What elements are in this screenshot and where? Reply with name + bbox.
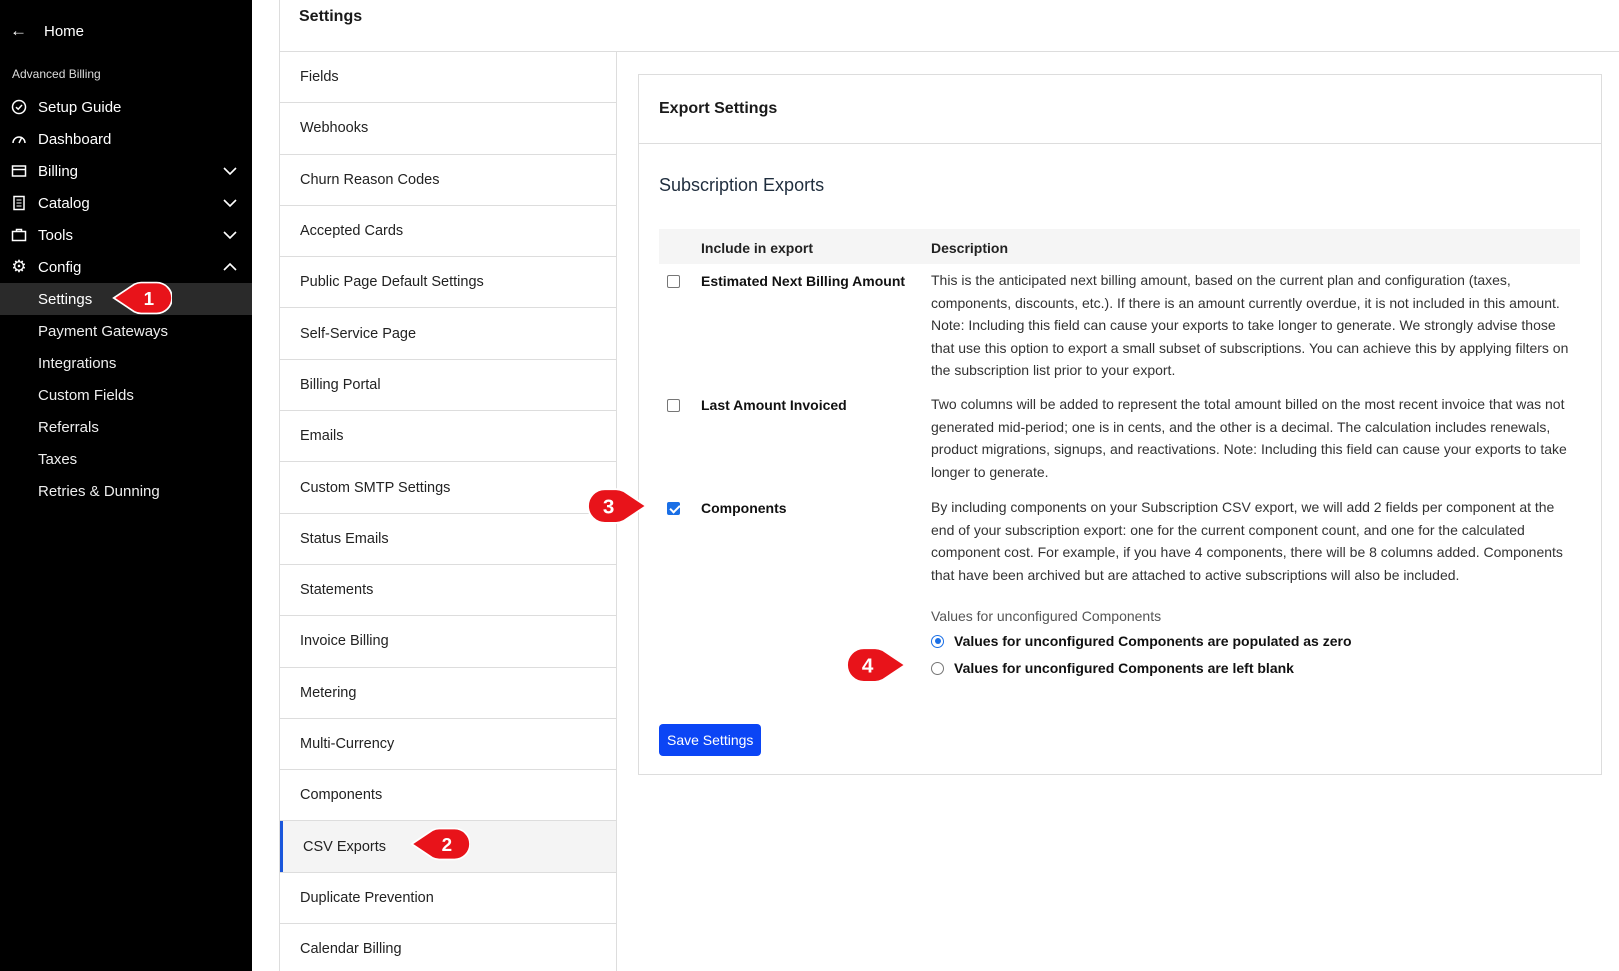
radio-option-zero[interactable] bbox=[931, 633, 1352, 649]
sidebar-item-label: Catalog bbox=[38, 194, 90, 212]
subnav-item-accepted-cards[interactable]: Accepted Cards bbox=[280, 206, 616, 257]
sidebar-item-billing[interactable] bbox=[0, 155, 252, 187]
sidebar-item-custom-fields[interactable]: Custom Fields bbox=[38, 386, 134, 404]
row-name: Last Amount Invoiced bbox=[701, 397, 847, 413]
home-label: Home bbox=[44, 22, 85, 40]
subnav-item-invoice-billing[interactable]: Invoice Billing bbox=[280, 616, 616, 667]
gauge-icon bbox=[10, 130, 28, 148]
callout-4-label: 4 bbox=[861, 654, 874, 678]
sidebar-item-label: Config bbox=[38, 258, 82, 276]
radio-option-blank[interactable] bbox=[931, 660, 1294, 676]
sidebar-item-taxes[interactable]: Taxes bbox=[38, 450, 78, 468]
table-header bbox=[659, 229, 1580, 264]
radio-label: Values for unconfigured Components are populated as zero bbox=[954, 633, 1352, 649]
components-checkbox[interactable] bbox=[667, 502, 680, 515]
chevron-down-icon bbox=[222, 163, 238, 179]
check-circle-icon bbox=[10, 98, 28, 116]
sidebar-item-tools[interactable] bbox=[0, 219, 252, 251]
export-settings-card bbox=[638, 74, 1602, 775]
subnav-item-billing-portal[interactable]: Billing Portal bbox=[280, 360, 616, 411]
chevron-down-icon bbox=[222, 227, 238, 243]
callout-1-label: 1 bbox=[143, 287, 155, 309]
options-label: Values for unconfigured Components bbox=[931, 608, 1162, 624]
subnav-item-statements[interactable]: Statements bbox=[280, 565, 616, 616]
save-settings-button[interactable]: Save Settings bbox=[659, 724, 761, 756]
sidebar-item-payment-gateways[interactable]: Payment Gateways bbox=[38, 322, 169, 340]
callout-3 bbox=[588, 486, 648, 526]
section-subtitle: Subscription Exports bbox=[659, 175, 825, 195]
sidebar-item-settings[interactable]: Settings bbox=[0, 283, 252, 315]
sidebar-item-label: Billing bbox=[38, 162, 79, 180]
row-name: Components bbox=[701, 500, 787, 516]
subnav-item-components[interactable]: Components bbox=[280, 770, 616, 821]
subnav-item-status-emails[interactable]: Status Emails bbox=[280, 514, 616, 565]
card-icon bbox=[10, 162, 28, 180]
subnav-item-self-service-page[interactable]: Self-Service Page bbox=[280, 308, 616, 359]
chevron-down-icon bbox=[222, 195, 238, 211]
callout-3-label: 3 bbox=[602, 495, 615, 519]
row-name: Estimated Next Billing Amount bbox=[701, 273, 906, 289]
page-title: Settings bbox=[299, 8, 363, 25]
radio-label: Values for unconfigured Components are left blank bbox=[954, 660, 1294, 676]
subnav-item-duplicate-prevention[interactable]: Duplicate Prevention bbox=[280, 873, 616, 924]
estimated-next-billing-checkbox[interactable] bbox=[667, 275, 680, 288]
sidebar-item-catalog[interactable] bbox=[0, 187, 252, 219]
back-arrow-icon: ← bbox=[10, 21, 27, 40]
row-description: Two columns will be added to represent the total amount billed on the most recent invoice that was not generated mid-period; one is in cents, and the other is a decimal. The calculation includes renewals, product migrations, signups, and reactivations. Note: Including this field can cause your exports to take longer to generate. bbox=[931, 396, 1567, 480]
subnav-item-emails[interactable]: Emails bbox=[280, 411, 616, 462]
callout-4 bbox=[847, 645, 907, 685]
chevron-up-icon bbox=[222, 259, 238, 275]
row-description: By including components on your Subscription CSV export, we will add 2 fields per component at the end of your subscription export: one for the current component count, and one for the calculated component cost. For example, if you have 4 components, there will be 8 columns added. Components that have been archived but are attached to active subscriptions will also be included. bbox=[931, 499, 1563, 583]
subnav-item-fields[interactable]: Fields bbox=[280, 52, 616, 103]
section-label: Advanced Billing bbox=[12, 67, 101, 81]
row-description: This is the anticipated next billing amount, based on the current plan and configuration (taxes, components, discounts, etc.). If there is an amount currently overdue, it is not included in this amount. Note: Including this field can cause your exports to take longer to generate. We strongly advise those that use this option to export a small subset of subscriptions. You can achieve this by applying filters on the subscription list prior to your export. bbox=[931, 272, 1569, 378]
column-description: Description bbox=[931, 240, 1009, 256]
subnav-item-metering[interactable]: Metering bbox=[280, 668, 616, 719]
subnav-item-public-page-default-settings[interactable]: Public Page Default Settings bbox=[280, 257, 616, 308]
callout-2 bbox=[410, 824, 470, 864]
subnav-item-multi-currency[interactable]: Multi-Currency bbox=[280, 719, 616, 770]
sidebar-item-integrations[interactable]: Integrations bbox=[38, 354, 117, 372]
card-title: Export Settings bbox=[639, 75, 1601, 144]
radio-blank[interactable] bbox=[931, 662, 944, 675]
radio-zero[interactable] bbox=[931, 635, 944, 648]
document-icon bbox=[10, 194, 28, 212]
subnav-item-calendar-billing[interactable]: Calendar Billing bbox=[280, 924, 616, 971]
home-link[interactable] bbox=[10, 18, 84, 44]
sidebar-item-referrals[interactable]: Referrals bbox=[38, 418, 99, 436]
sidebar-item-label: Dashboard bbox=[38, 130, 112, 148]
subnav-item-custom-smtp-settings[interactable]: Custom SMTP Settings bbox=[280, 462, 616, 513]
subnav-item-csv-exports[interactable]: CSV Exports bbox=[280, 821, 616, 872]
sidebar bbox=[0, 0, 252, 971]
sidebar-item-label: Tools bbox=[38, 226, 74, 244]
subnav-item-webhooks[interactable]: Webhooks bbox=[280, 103, 616, 154]
gear-icon: ⚙ bbox=[11, 257, 27, 276]
sidebar-item-dashboard[interactable] bbox=[0, 123, 252, 155]
sidebar-item-retries-dunning[interactable]: Retries & Dunning bbox=[38, 482, 160, 500]
callout-1 bbox=[112, 278, 172, 318]
sidebar-item-setup-guide[interactable] bbox=[0, 91, 252, 123]
callout-2-label: 2 bbox=[441, 833, 453, 855]
sidebar-item-label: Setup Guide bbox=[38, 98, 122, 116]
subnav-item-churn-reason-codes[interactable]: Churn Reason Codes bbox=[280, 155, 616, 206]
column-include: Include in export bbox=[701, 240, 814, 256]
briefcase-icon bbox=[10, 226, 28, 244]
last-amount-invoiced-checkbox[interactable] bbox=[667, 399, 680, 412]
